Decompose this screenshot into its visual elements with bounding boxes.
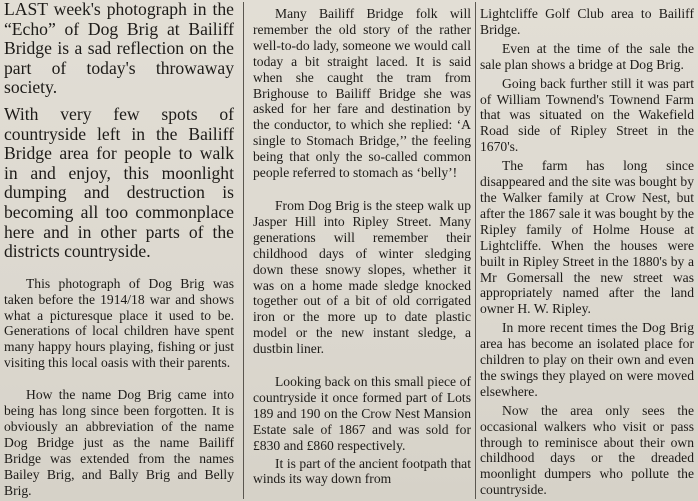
paragraph: Going back further still it was part of William Townend's Townend Farm that was situated on the Wakefield Road side of Ripley Street in the 1670's. (480, 75, 694, 155)
column-3 (480, 0, 694, 498)
paragraph: Now the area only sees the occasional walkers who visit or pass through to reminisce about their own childhood days or the dreaded moonlight dumpers who pollute the countryside. (480, 402, 694, 498)
paragraph: Looking back on this small piece of countryside it once formed part of Lots 189 and 190 on the Crow Nest Mansion Estate sale of 1867 and was sold for £830 and £860 respectively. (253, 374, 471, 453)
column-divider (475, 2, 476, 499)
column-2 (253, 0, 471, 487)
paragraph: Lightcliffe Golf Club area to Bailiff Bridge. (480, 6, 694, 37)
paragraph: The farm has long since disappeared and the site was bought by the Walker family at Crow Nest, but after the 1867 sale it was bought by the Ripley family of Holme House at Lightcliffe. When the houses were built in Ripley Street in the 1880's by a Mr Gomersall the new street was appropriately named after the land owner H. W. Ripley. (480, 158, 694, 317)
paragraph: Many Bailiff Bridge folk will remember the old story of the rather well-to-do lady, someone we would call today a bit straight laced. It is said when she caught the tram from Brighouse to Bailiff Bridge she was asked for her fare and destination by the conductor, to which she replied: ‘A single to Stomach Bridge,’’ the feeling being that only the so-called common people referred to stomach as ‘belly’! (253, 6, 471, 181)
lead-paragraph: LAST week's photograph in the “Echo” of Dog Brig at Bailiff Bridge is a sad reflection on the part of today's throwaway society. (4, 0, 234, 98)
paragraph: From Dog Brig is the steep walk up Jasper Hill into Ripley Street. Many generations will remember their childhood days of winter sledging down these snowy slopes, whether it was on a home made sledge knocked together out of a bit of old corrigated iron or the more up to date plastic model or the new instant sledge, a dustbin liner. (253, 197, 471, 357)
paragraph: In more recent times the Dog Brig area has become an isolated place for children to play on their own and even the swings they played on were moved elsewhere. (480, 320, 694, 399)
column-1 (4, 0, 234, 499)
paragraph: Even at the time of the sale the sale plan shows a bridge at Dog Brig. (480, 40, 694, 72)
paragraph: This photograph of Dog Brig was taken before the 1914/18 war and shows what a picturesque place it used to be. Generations of local children have spent many happy hours playing, fishing or just visiting this local oasis with their parents. (4, 275, 234, 371)
paragraph: It is part of the ancient footpath that winds its way down from (253, 455, 471, 487)
lead-block (4, 0, 234, 262)
body-block (4, 276, 234, 499)
paragraph: With very few spots of countryside left in the Bailiff Bridge area for people to walk in and enjoy, this moonlight dumping and destruction is becoming all too commonplace here and in other parts of the districts countryside. (4, 103, 234, 262)
paragraph: How the name Dog Brig came into being has long since been forgotten. It is obviously an abbreviation of the name Dog Bridge just as the name Bailiff Bridge was extended from the names Bailey Brig, and Bally Brig and Belly Brig. (4, 387, 234, 498)
column-divider (243, 2, 244, 499)
